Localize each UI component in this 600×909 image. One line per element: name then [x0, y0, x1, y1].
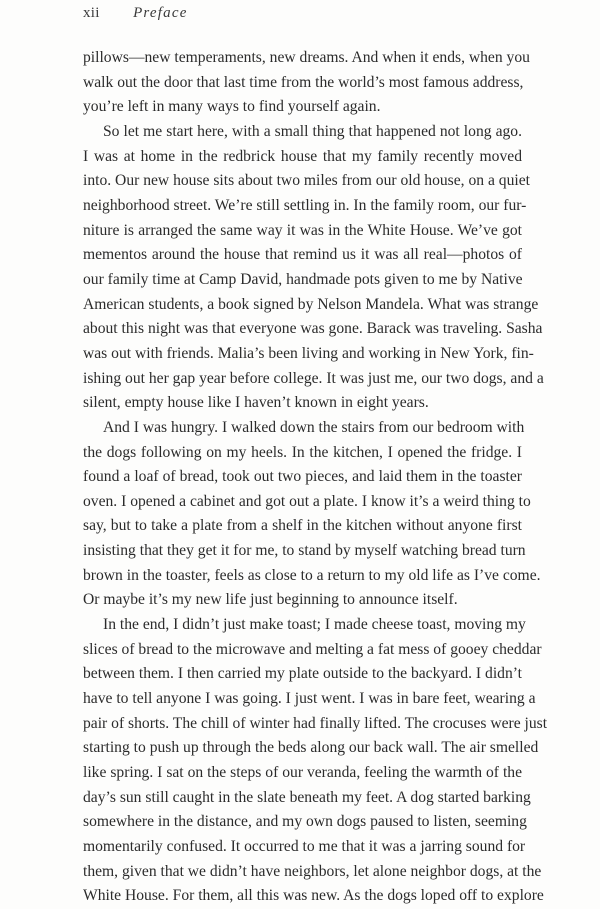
text-line: American students, a book signed by Nelson Mandela. What was strange — [83, 295, 539, 313]
section-title: Preface — [133, 5, 188, 21]
text-line: found a loaf of bread, took out two pieces, and laid them in the toaster — [83, 468, 522, 486]
text-line: into. Our new house sits about two miles from our old house, on a quiet — [83, 172, 530, 190]
text-line: I was at home in the redbrick house that my family recently moved — [83, 147, 522, 165]
paragraph — [83, 416, 541, 613]
text-line: have to tell anyone I was going. I just went. I was in bare feet, wearing a — [83, 690, 536, 708]
text-line: our family time at Camp David, handmade pots given to me by Native — [83, 270, 523, 288]
paragraph — [83, 46, 530, 120]
text-line: slices of bread to the microwave and melting a fat mess of gooey cheddar — [83, 640, 542, 658]
text-line: somewhere in the distance, and my own dogs paused to listen, seeming — [83, 813, 527, 831]
paragraph — [83, 120, 544, 416]
text-line: oven. I opened a cabinet and got out a plate. I know it’s a weird thing to — [83, 492, 531, 510]
text-line: was out with friends. Malia’s been living and working in New York, fin- — [83, 344, 534, 362]
page-number: xii — [83, 5, 100, 21]
text-line: about this night was that everyone was gone. Barack was traveling. Sasha — [83, 320, 543, 338]
text-line: insisting that they get it for me, to stand by myself watching bread turn — [83, 542, 526, 560]
text-line: silent, empty house like I haven’t known in eight years. — [83, 394, 429, 412]
text-line: pillows—new temperaments, new dreams. And when it ends, when you — [83, 49, 530, 66]
text-line: brown in the toaster, feels as close to a return to my old life as I’ve come. — [83, 566, 541, 584]
body-text — [83, 46, 548, 909]
text-line: ishing out her gap year before college. It was just me, our two dogs, and a — [83, 369, 544, 387]
paragraph — [83, 613, 548, 909]
text-line: say, but to take a plate from a shelf in the kitchen without anyone first — [83, 517, 522, 535]
running-head — [83, 5, 188, 22]
text-line: pair of shorts. The chill of winter had finally lifted. The crocuses were just — [83, 714, 548, 732]
text-line: the dogs following on my heels. In the kitchen, I opened the fridge. I — [83, 443, 522, 461]
text-line: you’re left in many ways to find yourself again. — [83, 98, 381, 116]
text-line: starting to push up through the beds along our back wall. The air smelled — [83, 739, 539, 757]
text-line: mementos around the house that remind us it was all real—photos of — [83, 246, 522, 264]
text-line: momentarily confused. It occurred to me that it was a jarring sound for — [83, 838, 526, 855]
text-line: niture is arranged the same way it was in the White House. We’ve got — [83, 221, 522, 239]
text-line: So let me start here, with a small thing that happened not long ago. — [103, 122, 522, 140]
text-line: like spring. I sat on the steps of our veranda, feeling the warmth of the — [83, 764, 522, 782]
text-line: And I was hungry. I walked down the stairs from our bedroom with — [103, 418, 525, 436]
text-line: walk out the door that last time from the world’s most famous address, — [83, 73, 524, 91]
text-line: White House. For them, all this was new. As the dogs loped off to explore — [83, 887, 544, 905]
text-line: In the end, I didn’t just make toast; I made cheese toast, moving my — [103, 616, 526, 634]
text-line: them, given that we didn’t have neighbors, let alone neighbor dogs, at the — [83, 862, 542, 880]
text-line: between them. I then carried my plate outside to the backyard. I didn’t — [83, 665, 522, 683]
text-line: Or maybe it’s my new life just beginning to announce itself. — [83, 591, 458, 609]
text-line: day’s sun still caught in the slate beneath my feet. A dog started barking — [83, 788, 531, 806]
text-line: neighborhood street. We’re still settling in. In the family room, our fur- — [83, 196, 527, 214]
